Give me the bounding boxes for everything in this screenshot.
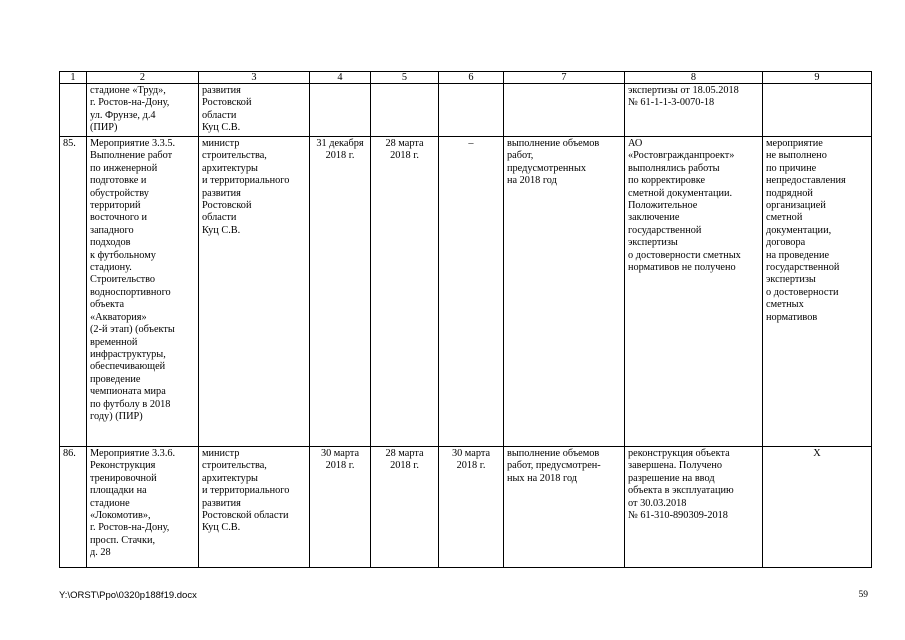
column-header: 8 [625, 72, 763, 84]
responsible-cell: развития Ростовской области Куц С.В. [199, 84, 310, 137]
event-cell: стадионе «Труд», г. Ростов-на-Дону, ул. Фрунзе, д.4 (ПИР) [87, 84, 199, 137]
planned-date-cell: 31 декабря 2018 г. [310, 137, 371, 447]
row-number-cell [60, 84, 87, 137]
table-row [60, 137, 872, 447]
column-header: 2 [87, 72, 199, 84]
planned-date-cell [310, 84, 371, 137]
column-header: 6 [439, 72, 504, 84]
column-header: 4 [310, 72, 371, 84]
column-header: 1 [60, 72, 87, 84]
note-cell: мероприятие не выполнено по причине непредоставления подрядной организацией сметной документации, договора на проведение государственной экспертизы о достоверности сметных нормативов [763, 137, 872, 447]
row-number-cell: 85. [60, 137, 87, 447]
column-header: 3 [199, 72, 310, 84]
expected-result-cell: выполнение объемов работ, предусмотренных на 2018 год [504, 137, 625, 447]
expected-result-cell [504, 84, 625, 137]
column-header: 5 [371, 72, 439, 84]
actual-date-cell [371, 84, 439, 137]
note-cell [763, 84, 872, 137]
responsible-cell: министр строительства, архитектуры и территориального развития Ростовской области Куц С.В. [199, 447, 310, 568]
date-cell: – [439, 137, 504, 447]
date-cell [439, 84, 504, 137]
event-cell: Мероприятие 3.3.6. Реконструкция тренировочной площадки на стадионе «Локомотив», г. Ростов-на-Дону, просп. Стачки, д. 28 [87, 447, 199, 568]
event-cell: Мероприятие 3.3.5. Выполнение работ по инженерной подготовке и обустройству территорий восточного и западного подходов к футбольному стадиону. Строительство водноспортивного объекта «Акватория» (2-й этап) (объекты временной инфраструктуры, обеспечивающей проведение чемпионата мира по футболу в 2018 году) (ПИР) [87, 137, 199, 447]
column-header: 7 [504, 72, 625, 84]
actual-result-cell: АО «Ростовгражданпроект» выполнялись работы по корректировке сметной документации. Положительное заключение государственной экспертизы о достоверности сметных нормативов не получено [625, 137, 763, 447]
page-number: 59 [858, 590, 868, 600]
actual-date-cell: 28 марта 2018 г. [371, 137, 439, 447]
table-row [60, 447, 872, 568]
responsible-cell: министр строительства, архитектуры и территориального развития Ростовской области Куц С.В. [199, 137, 310, 447]
column-header: 9 [763, 72, 872, 84]
row-number-cell: 86. [60, 447, 87, 568]
actual-result-cell: экспертизы от 18.05.2018 № 61-1-1-3-0070-18 [625, 84, 763, 137]
expected-result-cell: выполнение объемов работ, предусмотрен- ных на 2018 год [504, 447, 625, 568]
actual-date-cell: 28 марта 2018 г. [371, 447, 439, 568]
actual-result-cell: реконструкция объекта завершена. Получено разрешение на ввод объекта в эксплуатацию от 30.03.2018 № 61-310-890309-2018 [625, 447, 763, 568]
table-row [60, 84, 872, 137]
report-table [59, 71, 872, 568]
date-cell: 30 марта 2018 г. [439, 447, 504, 568]
planned-date-cell: 30 марта 2018 г. [310, 447, 371, 568]
table-header-row [60, 72, 872, 84]
file-path: Y:\ORST\Ppo\0320p188f19.docx [59, 590, 197, 601]
note-cell: Х [763, 447, 872, 568]
